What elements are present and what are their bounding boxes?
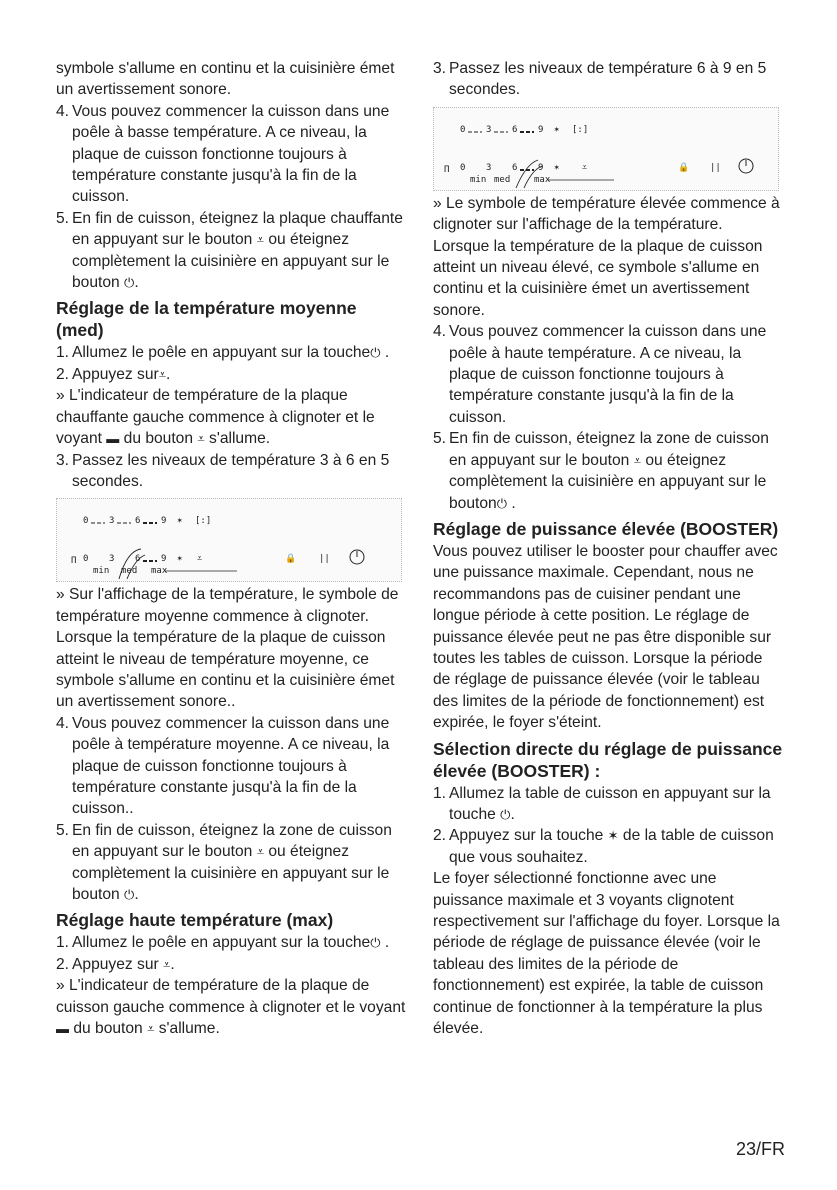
power-button-icon: ⏻	[370, 345, 381, 361]
lock-icon: 🔒	[285, 554, 297, 565]
item-text: En fin de cuisson, éteignez la plaque chauffante en appuyant sur le bouton ⩡ ou éteignez complètement la cuisinière en appuyant sur le bouton ⏻.	[72, 208, 406, 294]
indicator-dash-icon: ▬	[106, 431, 120, 447]
lock-small-icon: [:]	[195, 516, 212, 527]
list-item	[433, 58, 783, 101]
result-paragraph: » Le symbole de température élevée commence à clignoter sur l'affichage de la température. Lorsque la température de la plaque de cuisson atteint un niveau élevé, ce symbole s'allume en continu et la cuisinière émet un avertissement sonore.	[433, 194, 780, 319]
svg-text:0: 0	[460, 162, 466, 173]
list-item	[56, 208, 406, 294]
right-column	[433, 58, 783, 1039]
booster-icon: ✶	[554, 124, 560, 135]
hob-indicator-icon: Π	[71, 556, 77, 567]
item-number: 4.	[56, 102, 70, 120]
page-number: 23/FR	[735, 1139, 785, 1159]
temp-button-icon: ⩡	[197, 431, 205, 447]
list-item	[433, 321, 783, 428]
item-text: Vous pouvez commencer la cuisson dans une poêle à haute température. A ce niveau, la plaque de cuisson fonctionne toujours à température constante jusqu'à la fin de la cuisson.	[449, 323, 767, 426]
item-text: En fin de cuisson, éteignez la zone de cuisson en appuyant sur le bouton ⩡ ou éteignez complètement la cuisinière en appuyant sur le bouton ⏻.	[72, 820, 406, 906]
level-3: 3	[109, 516, 115, 527]
svg-text:0: 0	[83, 554, 89, 565]
item-number: 4.	[56, 714, 70, 732]
left-column	[56, 58, 406, 1039]
item-text: Passez les niveaux de température 3 à 6 en 5 secondes.	[72, 451, 390, 490]
item-text: Allumez le poêle en appuyant sur la touche⏻ .	[72, 342, 406, 363]
result-paragraph: » Sur l'affichage de la température, le symbole de température moyenne commence à clignoter. Lorsque la température de la plaque de cuisson atteint le niveau de température moyenne, ce symbole s'allume en continu et la cuisinière émet un avertissement sonore..	[56, 586, 399, 711]
item-text: Vous pouvez commencer la cuisson dans une poêle à basse température. A ce niveau, la plaque de cuisson fonctionne toujours à température constante jusqu'à la fin de la cuisson.	[72, 102, 390, 206]
item-text: En fin de cuisson, éteignez la zone de cuisson en appuyant sur le bouton ⩡ ou éteignez complètement la cuisinière en appuyant sur le bouton⏻ .	[449, 428, 783, 514]
heading-medium-temperature: Réglage de la température moyenne (med)	[56, 298, 357, 341]
svg-text:6: 6	[135, 554, 141, 565]
lock-small-icon: [:]	[572, 124, 589, 135]
label-max: max	[151, 566, 168, 577]
list-item	[433, 428, 783, 514]
pause-icon: ||	[710, 162, 721, 173]
item-number: 2.	[56, 955, 70, 973]
item-number: 3.	[433, 60, 447, 77]
level-0: 0	[83, 516, 89, 527]
list-item	[56, 364, 406, 385]
svg-text:3: 3	[486, 162, 492, 173]
item-number: 1.	[56, 934, 70, 952]
list-item	[56, 713, 406, 820]
booster-icon: ✶	[177, 516, 183, 527]
hob-indicator-icon: Π	[444, 164, 450, 175]
item-text: Allumez la table de cuisson en appuyant sur la touche ⏻.	[449, 783, 783, 826]
label-max: max	[534, 174, 551, 185]
svg-text:6: 6	[512, 124, 518, 135]
temp-button-icon: ⩡	[158, 366, 167, 382]
heading-booster: Réglage de puissance élevée (BOOSTER)	[433, 518, 779, 539]
svg-text:6: 6	[512, 162, 518, 173]
booster-icon: ✶	[177, 554, 183, 565]
svg-text:3: 3	[109, 554, 115, 565]
item-number: 2.	[433, 827, 447, 845]
level-9: 9	[161, 516, 167, 527]
item-number: 1.	[433, 784, 447, 802]
control-panel-diagram	[434, 108, 778, 190]
booster-icon: ✶	[607, 828, 619, 844]
svg-text:9: 9	[161, 554, 167, 565]
item-text: Passez les niveaux de température 6 à 9 en 5 secondes.	[449, 60, 767, 99]
item-number: 5.	[56, 209, 70, 227]
list-item	[56, 342, 406, 363]
temp-icon: ⩡	[197, 554, 203, 565]
svg-text:9: 9	[538, 124, 544, 135]
power-button-icon: ⏻	[496, 495, 507, 511]
list-item	[56, 954, 406, 975]
power-button-icon: ⏻	[370, 935, 381, 951]
lock-icon: 🔒	[678, 162, 690, 173]
item-number: 4.	[433, 323, 447, 341]
item-number: 2.	[56, 365, 70, 383]
label-med: med	[494, 174, 511, 185]
power-button-icon: ⏻	[500, 806, 511, 822]
paragraph: symbole s'allume en continu et la cuisinière émet un avertissement sonore.	[56, 60, 395, 99]
result-paragraph: » L'indicateur de température de la plaque de cuisson gauche commence à clignoter et le voyant ▬ du bouton ⩡ s'allume.	[56, 975, 406, 1039]
item-text: Allumez le poêle en appuyant sur la touche⏻ .	[72, 932, 406, 953]
item-number: 5.	[56, 821, 70, 839]
label-med: med	[121, 566, 138, 577]
item-number: 1.	[56, 344, 70, 362]
list-item	[56, 450, 406, 493]
result-paragraph: » L'indicateur de température de la plaque chauffante gauche commence à clignoter et le voyant ▬ du bouton ⩡ s'allume.	[56, 385, 406, 449]
control-panel-diagram	[57, 499, 401, 581]
svg-text:3: 3	[486, 124, 492, 135]
item-number: 3.	[56, 451, 70, 469]
power-button-icon: ⏻	[124, 887, 135, 902]
booster-icon: ✶	[554, 162, 560, 173]
item-text: Vous pouvez commencer la cuisson dans une poêle à température moyenne. A ce niveau, la plaque de cuisson fonctionne toujours à température constante jusqu'à la fin de la cuisson..	[72, 714, 390, 818]
item-number: 5.	[433, 430, 447, 448]
list-item	[56, 101, 406, 208]
temp-button-icon: ⩡	[256, 232, 265, 248]
power-button-icon: ⏻	[124, 275, 135, 291]
pause-icon: ||	[319, 554, 330, 565]
paragraph: Le foyer sélectionné fonctionne avec une puissance maximale et 3 voyants clignotent respectivement sur l'affichage du foyer. Lorsque la période de réglage de puissance élevée (voir le tableau des limites de la période de fonctionnement) est expirée, la table de cuisson continue de fonctionner à la température la plus élevée.	[433, 870, 780, 1038]
temp-button-icon: ⩡	[147, 1021, 155, 1037]
display-figure-max	[433, 107, 779, 191]
list-item	[56, 820, 406, 906]
temp-button-icon: ⩡	[163, 956, 171, 972]
list-item	[56, 932, 406, 953]
heading-direct-booster: Sélection directe du réglage de puissance élevée (BOOSTER) :	[433, 738, 783, 781]
paragraph: Vous pouvez utiliser le booster pour chauffer avec une puissance maximale. Cependant, nous ne recommandons pas de cuisiner pendant une longue période à cette position. Le réglage de puissance élevée peut ne pas être disponible sur toutes les tables de cuisson. Lorsque la période de réglage de puissance élevée (voir le tableau des limites de la période de fonctionnement) est expirée, le foyer s'éteint.	[433, 542, 778, 732]
item-text: Appuyez sur ⩡.	[72, 954, 406, 975]
svg-text:9: 9	[538, 162, 544, 173]
indicator-dash-icon: ▬	[56, 1021, 69, 1037]
item-text: Appuyez sur la touche ✶ de la table de cuisson que vous souhaitez.	[449, 827, 774, 866]
list-item	[433, 825, 783, 868]
label-min: min	[93, 566, 110, 577]
display-figure-med	[56, 498, 402, 582]
item-text: Appuyez sur⩡.	[72, 364, 406, 385]
temp-button-icon: ⩡	[256, 844, 265, 860]
temp-button-icon: ⩡	[633, 452, 642, 468]
level-6: 6	[135, 516, 141, 527]
label-min: min	[470, 174, 487, 185]
heading-high-temperature: Réglage haute température (max)	[56, 910, 334, 931]
svg-text:0: 0	[460, 124, 466, 135]
temp-icon: ⩡	[582, 162, 588, 173]
list-item	[433, 783, 783, 826]
